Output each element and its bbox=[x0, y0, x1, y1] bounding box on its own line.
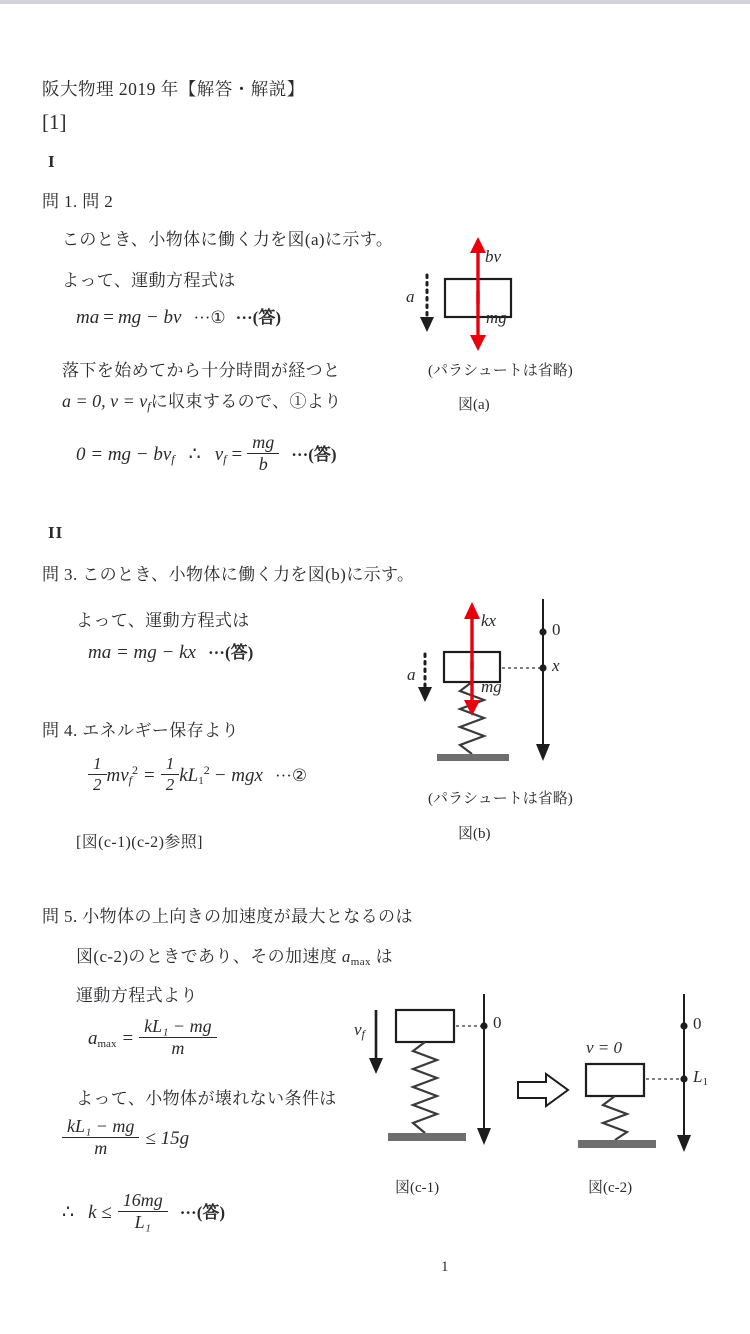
figure-b-acceleration-label: a bbox=[407, 665, 416, 684]
equation-4 bbox=[88, 756, 307, 797]
axis-position-dot bbox=[680, 1075, 687, 1082]
q5-amax-symbol: a bbox=[341, 947, 351, 966]
eq2-numerator: mg bbox=[252, 432, 275, 452]
q5-line-2c: は bbox=[370, 947, 393, 966]
final-therefore: ∴ bbox=[62, 1201, 75, 1223]
eq2-vf: v bbox=[214, 443, 224, 465]
final-fraction bbox=[118, 1190, 168, 1233]
amax-lhs-subscript: max bbox=[97, 1037, 117, 1050]
force-arrow-up-head bbox=[464, 602, 480, 619]
figure-c1-name: 図(c-1) bbox=[395, 1180, 440, 1196]
figure-c2-axis-position-subscript: 1 bbox=[702, 1076, 708, 1088]
equation-2 bbox=[76, 434, 337, 477]
eq4-num-1: 1 bbox=[93, 754, 102, 773]
spring-shape bbox=[413, 1042, 437, 1133]
acceleration-arrow-head bbox=[420, 317, 434, 332]
axis-origin-dot bbox=[539, 628, 546, 635]
figure-c1-velocity-label bbox=[354, 1020, 365, 1042]
eq4-half-1 bbox=[88, 754, 107, 795]
figure-a-up-force-label: bv bbox=[485, 247, 502, 266]
eq1-equals: = bbox=[103, 307, 114, 328]
amax-fraction bbox=[139, 1016, 216, 1059]
figure-c2-axis-position-label bbox=[693, 1067, 708, 1088]
page-title: 阪大物理 2019 年【解答・解説】 bbox=[42, 79, 305, 99]
equation-1 bbox=[76, 303, 281, 329]
eq2-vf-subscript: f bbox=[223, 451, 227, 466]
axis-arrow-head bbox=[677, 1135, 691, 1152]
figure-c2 bbox=[580, 1014, 750, 1164]
q1-line4-tail: に収束するので、①より bbox=[150, 392, 342, 411]
eq2-equals: = bbox=[231, 443, 243, 465]
page-number: 1 bbox=[441, 1259, 449, 1275]
amax-lhs: a bbox=[88, 1027, 98, 1049]
convergence-statement bbox=[62, 387, 342, 414]
q5-line-4: よって、小物体が壊れない条件は bbox=[76, 1089, 337, 1108]
q4-heading: 問 4. エネルギー保存より bbox=[42, 721, 239, 740]
ground-shape bbox=[388, 1133, 466, 1141]
figure-c1 bbox=[352, 1002, 532, 1162]
figure-c2-axis-origin-label: 0 bbox=[693, 1014, 702, 1033]
eq4-mv-subscript: f bbox=[128, 772, 132, 787]
condition-fraction bbox=[62, 1116, 139, 1159]
eq3-answer-tag: ···(答) bbox=[207, 643, 254, 662]
final-answer bbox=[62, 1192, 225, 1235]
hollow-right-arrow-icon bbox=[518, 1074, 568, 1106]
eq2-denominator: b bbox=[247, 453, 279, 475]
axis-origin-dot bbox=[480, 1022, 487, 1029]
ground-shape bbox=[437, 754, 509, 761]
block-shape bbox=[396, 1010, 454, 1042]
eq4-kL-superscript: 2 bbox=[203, 762, 210, 777]
velocity-arrow-head bbox=[369, 1058, 383, 1074]
eq4-kL: kL bbox=[179, 764, 199, 786]
q4-note: [図(c-1)(c-2)参照] bbox=[76, 834, 203, 851]
equation-3 bbox=[88, 638, 253, 664]
q5-amax-subscript: max bbox=[350, 956, 371, 968]
figure-b-down-force-label: mg bbox=[481, 677, 502, 696]
force-arrow-down-head bbox=[470, 335, 486, 351]
figure-c1-axis-origin-label: 0 bbox=[493, 1013, 502, 1032]
figure-c2-name: 図(c-2) bbox=[588, 1180, 633, 1196]
final-numerator: 16mg bbox=[122, 1190, 163, 1210]
q5-line-3: 運動方程式より bbox=[76, 986, 198, 1005]
axis-position-dot bbox=[539, 664, 546, 671]
axis-arrow-head bbox=[477, 1128, 491, 1145]
figure-a-caption: (パラシュートは省略) bbox=[428, 363, 573, 379]
force-arrow-down-head bbox=[464, 700, 480, 716]
eq2-lhs: 0 = mg − bv bbox=[76, 443, 172, 465]
eq4-num-2: 1 bbox=[165, 754, 175, 773]
eq4-den-1: 2 bbox=[88, 774, 107, 795]
figure-b bbox=[405, 599, 625, 774]
eq2-therefore: ∴ bbox=[188, 443, 201, 465]
equation-amax bbox=[88, 1018, 217, 1061]
figure-a-down-force-label: mg bbox=[486, 308, 507, 327]
eq4-mv-superscript: 2 bbox=[132, 762, 138, 777]
eq2-lhs-subscript: f bbox=[171, 451, 175, 466]
figure-a bbox=[400, 229, 640, 359]
condition-rhs: ≤ 15g bbox=[145, 1127, 190, 1149]
final-denominator: L₁ bbox=[118, 1211, 168, 1233]
problem-number: [1] bbox=[42, 110, 67, 134]
figure-c1-velocity-subscript: f bbox=[361, 1027, 365, 1041]
q1-line-3: 落下を始めてから十分時間が経つと bbox=[62, 361, 341, 380]
q1-line-1: このとき、小物体に働く力を図(a)に示す。 bbox=[62, 230, 394, 249]
transition-arrow bbox=[516, 1072, 572, 1108]
figure-c1-velocity-symbol: v bbox=[354, 1020, 362, 1039]
eq4-equals: = bbox=[144, 764, 155, 786]
q5-line-2a: 図(c-2)のときであり、その加速度 bbox=[76, 947, 342, 966]
spring-shape bbox=[603, 1096, 627, 1140]
eq1-answer-tag: ···(答) bbox=[235, 308, 282, 327]
amax-denominator: m bbox=[139, 1037, 216, 1059]
figure-b-up-force-label: kx bbox=[481, 611, 497, 630]
figure-b-name: 図(b) bbox=[458, 826, 491, 842]
q1-line4-subscript: f bbox=[147, 399, 151, 413]
eq4-kL-subscript: 1 bbox=[198, 774, 204, 787]
q1-line4-math: a = 0, v = v bbox=[62, 391, 148, 411]
eq4-den-2: 2 bbox=[161, 774, 180, 795]
condition-denominator: m bbox=[62, 1137, 139, 1159]
eq3-expression: ma = mg − kx bbox=[88, 642, 196, 663]
eq2-answer-tag: ···(答) bbox=[291, 444, 337, 464]
section-two-label: II bbox=[48, 523, 64, 542]
eq4-half-2 bbox=[161, 754, 180, 795]
amax-equals: = bbox=[122, 1027, 134, 1049]
eq1-ref: ···① bbox=[193, 308, 226, 327]
eq4-mv: mv bbox=[106, 764, 129, 786]
document-page bbox=[0, 4, 750, 1334]
eq2-fraction bbox=[247, 432, 279, 475]
figure-a-acceleration-label: a bbox=[406, 287, 415, 306]
axis-origin-dot bbox=[680, 1022, 687, 1029]
eq1-lhs: ma bbox=[76, 307, 100, 328]
section-one-label: I bbox=[48, 152, 56, 171]
q5-line-2 bbox=[76, 942, 393, 968]
q5-line-1: 問 5. 小物体の上向きの加速度が最大となるのは bbox=[42, 907, 413, 926]
ground-shape bbox=[578, 1140, 656, 1148]
acceleration-arrow-head bbox=[418, 687, 432, 702]
q1-q2-heading: 問 1. 問 2 bbox=[42, 192, 114, 211]
q1-line-2: よって、運動方程式は bbox=[62, 271, 236, 290]
figure-b-caption: (パラシュートは省略) bbox=[428, 791, 573, 807]
q3-line-2: よって、運動方程式は bbox=[76, 611, 250, 630]
eq4-ref: ···② bbox=[274, 765, 308, 785]
inequality-condition bbox=[62, 1118, 189, 1161]
q3-heading: 問 3. このとき、小物体に働く力を図(b)に示す。 bbox=[42, 565, 415, 584]
condition-numerator: kL₁ − mg bbox=[67, 1116, 135, 1136]
figure-c2-velocity-label: v = 0 bbox=[586, 1038, 623, 1057]
figure-c2-axis-position-symbol: L bbox=[693, 1067, 703, 1086]
eq4-tail: − mgx bbox=[213, 764, 263, 786]
axis-arrow-head bbox=[536, 744, 550, 761]
final-k-condition: k ≤ bbox=[88, 1201, 112, 1223]
block-shape bbox=[586, 1064, 644, 1096]
figure-b-axis-origin-label: 0 bbox=[552, 620, 561, 639]
eq1-rhs: mg − bv bbox=[117, 307, 182, 328]
final-answer-tag: ···(答) bbox=[179, 1202, 226, 1222]
amax-numerator: kL₁ − mg bbox=[144, 1016, 212, 1036]
force-arrow-up-head bbox=[470, 237, 486, 253]
figure-a-name: 図(a) bbox=[458, 397, 490, 413]
figure-b-axis-position-label: x bbox=[552, 656, 560, 675]
